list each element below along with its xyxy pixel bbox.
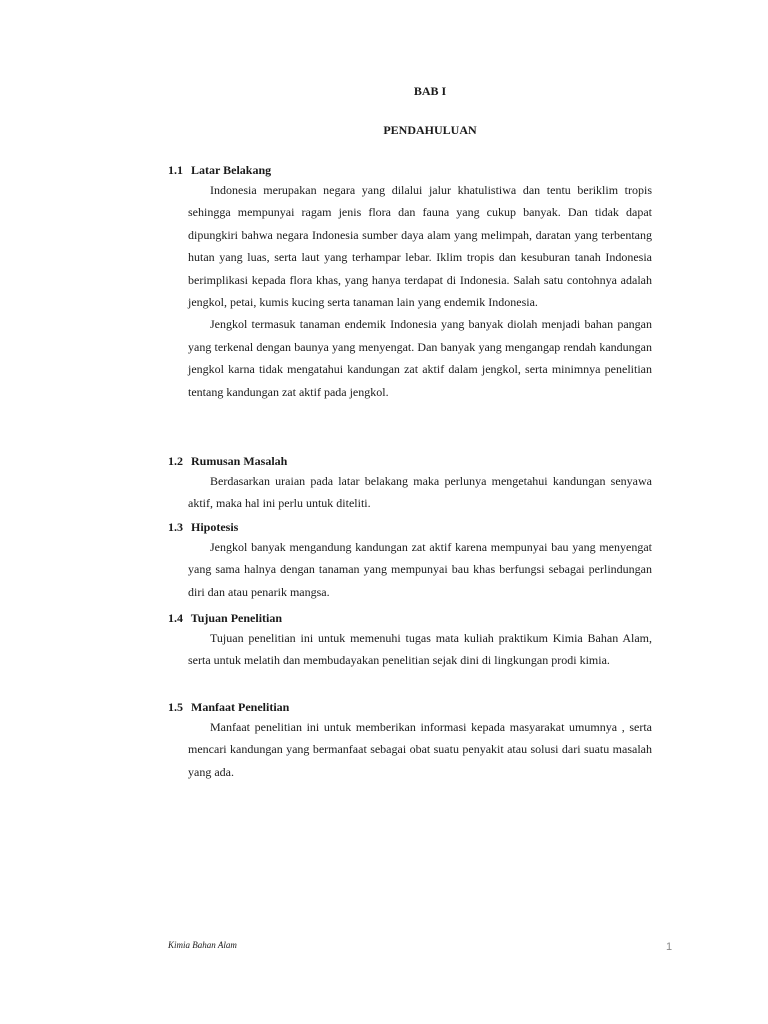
page-number: 1 [666,941,673,953]
section-number: 1.3 [168,520,183,534]
section-title: Hipotesis [191,520,239,534]
section-heading [168,518,652,536]
section-title: Rumusan Masalah [191,454,288,468]
section-latar-belakang [168,161,652,403]
section-number: 1.4 [168,611,183,625]
chapter-number: BAB I [413,84,447,98]
paragraph: Jengkol banyak mengandung kandungan zat aktif karena mempunyai bau yang menyengat yang sama halnya dengan tanaman yang mempunyai bau khas berfungsi sebagai perlindungan diri dan atau penarik mangsa. [188,540,652,599]
section-number: 1.5 [168,700,183,714]
section-number: 1.2 [168,454,183,468]
section-hipotesis [168,518,652,603]
section-number: 1.1 [168,163,183,177]
section-heading [168,609,652,627]
section-title: Manfaat Penelitian [191,700,290,714]
section-tujuan-penelitian [168,609,652,672]
section-manfaat-penelitian [168,698,652,783]
footer-course-name: Kimia Bahan Alam [168,940,237,950]
paragraph: Tujuan penelitian ini untuk memenuhi tugas mata kuliah praktikum Kimia Bahan Alam, serta untuk melatih dan membudayakan penelitian sejak dini di lingkungan prodi kimia. [188,631,652,668]
section-heading [168,698,652,716]
section-title: Latar Belakang [191,163,272,177]
section-rumusan-masalah [168,452,652,515]
paragraph: Jengkol termasuk tanaman endemik Indonesia yang banyak diolah menjadi bahan pangan yang terkenal dengan baunya yang menyengat. Dan banyak yang mengangap rendah kandungan jengkol karna tidak mengatahui kandungan zat aktif dalam jengkol, serta minimnya penelitian tentang kandungan zat aktif pada jengkol. [188,317,652,399]
section-title: Tujuan Penelitian [190,611,283,625]
paragraph: Indonesia merupakan negara yang dilalui jalur khatulistiwa dan tentu beriklim tropis sehingga mempunyai ragam jenis flora dan fauna yang cukup banyak. Dan tidak dapat dipungkiri bahwa negara Indonesia sumber daya alam yang melimpah, daratan yang terbentang hutan yang luas, serta laut yang terhampar lebar. Iklim tropis dan kesuburan tanah Indonesia berimplikasi kepada flora khas, yang hanya terdapat di Indonesia. Salah satu contohnya adalah jengkol, petai, kumis kucing serta tanaman lain yang endemik Indonesia. [188,183,652,310]
chapter-title: PENDAHULUAN [383,123,477,137]
section-heading [168,452,652,470]
section-heading [168,161,652,179]
paragraph: Manfaat penelitian ini untuk memberikan informasi kepada masyarakat umumnya , serta mencari kandungan yang bermanfaat sebagai obat suatu penyakit atau solusi dari suatu masalah yang ada. [188,720,652,779]
paragraph: Berdasarkan uraian pada latar belakang maka perlunya mengetahui kandungan senyawa aktif, maka hal ini perlu untuk diteliti. [188,474,652,511]
